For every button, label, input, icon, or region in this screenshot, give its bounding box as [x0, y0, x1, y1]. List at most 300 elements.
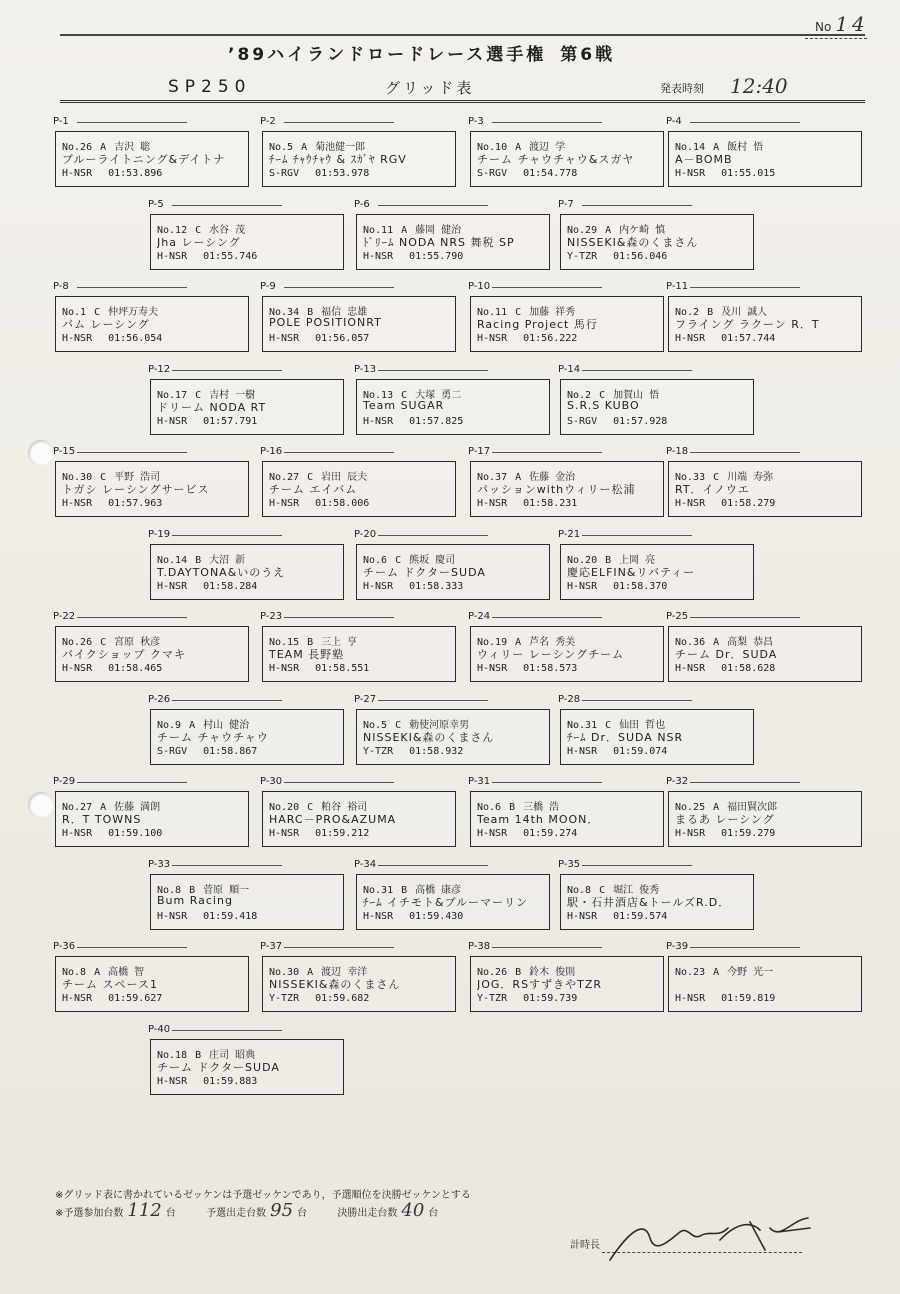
entry-footer: [269, 498, 453, 509]
qualifying-time: 01:58.932: [409, 745, 464, 757]
grid-position: P-13: [354, 363, 377, 375]
entry-footer: [477, 993, 661, 1004]
round-label: 第6戦: [560, 45, 616, 65]
machine: H-NSR: [675, 333, 706, 344]
entry-number: No.37: [477, 472, 508, 483]
machine: S-RGV: [567, 415, 598, 427]
machine: S-RGV: [157, 745, 188, 757]
entry-class: C: [307, 472, 314, 483]
grid-entry-box: [470, 461, 664, 517]
grid-entry-box: [150, 379, 344, 435]
entry-class: A: [713, 637, 720, 648]
entry-number: No.36: [675, 637, 706, 648]
entry-number: No.30: [62, 472, 93, 483]
machine: H-NSR: [62, 993, 93, 1004]
entry-number: No.31: [363, 884, 394, 896]
qualified-count: 95: [270, 1200, 294, 1221]
qualifying-time: 01:59.883: [203, 1075, 258, 1087]
rider-name: 高橋 智: [108, 967, 145, 978]
entry-footer: [62, 663, 246, 674]
team-name: チーム スペース1: [62, 978, 158, 991]
rider-name: 村山 健治: [203, 719, 250, 731]
team-name: 慶応ELFIN&リバティー: [567, 565, 696, 579]
rider-name: 吉村 一樹: [209, 389, 256, 401]
grid-entry-box: [470, 296, 664, 352]
rider-name: 宮原 秋彦: [114, 637, 161, 648]
qualifying-time: 01:59.627: [108, 993, 163, 1004]
qualifying-time: 01:59.274: [523, 828, 578, 839]
rider-name: 鈴木 俊則: [529, 967, 576, 978]
entries-count: 112: [127, 1200, 162, 1221]
team-name: Racing Project 馬行: [477, 318, 598, 331]
class-name: SP250: [168, 77, 252, 97]
grid-position: P-12: [148, 363, 171, 375]
machine: H-NSR: [62, 828, 93, 839]
machine: H-NSR: [363, 250, 394, 262]
grid-entry-box: [55, 956, 249, 1012]
entry-number: No.11: [477, 307, 508, 318]
entry-number: No.14: [675, 142, 706, 153]
grid-position: P-1: [53, 116, 69, 127]
grid-slot: [53, 281, 249, 352]
grid-slot: [468, 776, 664, 847]
grid-slot: [148, 363, 344, 435]
machine: Y-TZR: [269, 993, 300, 1004]
team-name: チーム Dr．SUDA: [675, 648, 778, 661]
entry-number: No.17: [157, 389, 188, 401]
entry-footer: [269, 993, 453, 1004]
grid-entry-box: [356, 709, 550, 765]
grid-slot: [260, 446, 456, 517]
grid-position: P-21: [558, 528, 581, 540]
rider-name: 渡辺 幸洋: [321, 967, 368, 978]
grid-position: P-5: [148, 198, 164, 210]
machine: H-NSR: [157, 1075, 188, 1087]
entry-footer: [567, 911, 751, 922]
entry-class: C: [515, 307, 522, 318]
grid-entry-box: [55, 461, 249, 517]
entry-footer: [62, 168, 246, 179]
qualifying-time: 01:59.682: [315, 993, 370, 1004]
grid-slot: [468, 611, 664, 682]
qualifying-time: 01:53.896: [108, 168, 163, 179]
grid-entry-box: [470, 131, 664, 187]
entry-number: No.31: [567, 719, 598, 731]
entry-footer: [157, 746, 341, 757]
grid-entry-box: [356, 379, 550, 435]
team-name: Jha レーシング: [157, 235, 241, 249]
entry-class: A: [100, 802, 107, 813]
entry-class: C: [195, 389, 202, 401]
entry-number: No.5: [269, 142, 294, 153]
team-name: HARC－PRO&AZUMA: [269, 813, 397, 826]
machine: Y-TZR: [567, 250, 598, 262]
grid-position: P-17: [468, 446, 491, 457]
grid-slot: [558, 858, 754, 930]
qualifying-time: 01:56.054: [108, 333, 163, 344]
rider-name: 芦名 秀美: [529, 637, 576, 648]
rider-name: 三上 亨: [321, 637, 358, 648]
grid-slot: [53, 116, 249, 187]
rider-name: 飯村 悟: [727, 142, 764, 153]
entry-class: C: [599, 884, 606, 896]
entry-number: No.29: [567, 224, 598, 236]
team-name: チーム ドクターSUDA: [157, 1060, 280, 1074]
entry-class: C: [605, 719, 612, 731]
entry-number: No.26: [62, 142, 93, 153]
entry-footer: [477, 498, 661, 509]
entry-number: No.13: [363, 389, 394, 401]
rider-name: 堀江 俊秀: [613, 884, 660, 896]
machine: H-NSR: [363, 415, 394, 427]
team-name: チーム ドクターSUDA: [363, 565, 486, 579]
machine: H-NSR: [675, 168, 706, 179]
entry-class: A: [301, 142, 308, 153]
entry-footer: [675, 663, 859, 674]
entry-number: No.25: [675, 802, 706, 813]
grid-position: P-11: [666, 281, 689, 292]
entry-footer: [269, 333, 453, 344]
rider-name: 川端 寿弥: [727, 472, 774, 483]
grid-slot: [260, 941, 456, 1012]
entry-number: No.2: [567, 389, 592, 401]
entry-footer: [157, 416, 341, 427]
grid-entry-box: [356, 544, 550, 600]
entry-number: No.26: [62, 637, 93, 648]
team-name: ﾄﾞﾘｰﾑ NODA NRS 舞税 SP: [363, 235, 515, 249]
grid-slot: [354, 693, 550, 765]
rider-name: 菅原 順一: [203, 884, 250, 896]
note-counts: ※予選参加台数 112 台 予選出走台数 95 台 決勝出走台数 40 台: [55, 1200, 439, 1221]
team-name: ﾁｰﾑ イチモト&ブルーマーリン: [363, 895, 529, 909]
entry-footer: [363, 911, 547, 922]
rider-name: 水谷 茂: [209, 224, 246, 236]
grid-slot: [53, 446, 249, 517]
machine: H-NSR: [157, 910, 188, 922]
entry-number: No.19: [477, 637, 508, 648]
entry-number: No.27: [269, 472, 300, 483]
machine: H-NSR: [62, 498, 93, 509]
entry-footer: [157, 581, 341, 592]
grid-slot: [666, 281, 862, 352]
grid-position: P-35: [558, 858, 581, 870]
entry-class: A: [713, 967, 720, 978]
machine: S-RGV: [477, 168, 508, 179]
grid-entry-box: [560, 214, 754, 270]
rider-name: 福信 忠雄: [321, 307, 368, 318]
entry-class: A: [100, 142, 107, 153]
qualifying-time: 01:58.573: [523, 663, 578, 674]
entry-footer: [363, 581, 547, 592]
rider-name: 藤岡 健治: [415, 224, 462, 236]
machine: H-NSR: [477, 333, 508, 344]
entry-footer: [62, 333, 246, 344]
machine: H-NSR: [62, 168, 93, 179]
rider-name: 佐藤 金治: [529, 472, 576, 483]
grid-entry-box: [55, 131, 249, 187]
timekeeper-label: 計時長: [570, 1240, 600, 1251]
grid-entry-box: [668, 791, 862, 847]
entry-footer: [477, 663, 661, 674]
grid-entry-box: [150, 874, 344, 930]
grid-slot: [53, 611, 249, 682]
entry-class: A: [307, 967, 314, 978]
entry-class: C: [100, 472, 107, 483]
team-name: RT．イノウエ: [675, 483, 750, 496]
qualifying-time: 01:57.791: [203, 415, 258, 427]
header-rule-double: [60, 100, 865, 103]
grid-position: P-25: [666, 611, 689, 622]
grid-entry-box: [470, 956, 664, 1012]
entry-class: B: [195, 1049, 202, 1061]
qualifying-time: 01:58.465: [108, 663, 163, 674]
entry-number: No.10: [477, 142, 508, 153]
entry-footer: [157, 251, 341, 262]
rider-name: 吉沢 聡: [114, 142, 151, 153]
qualifying-time: 01:59.100: [108, 828, 163, 839]
grid-position: P-27: [354, 693, 377, 705]
qualifying-time: 01:58.370: [613, 580, 668, 592]
punch-hole: [28, 440, 54, 466]
team-name: S.R.S KUBO: [567, 398, 640, 412]
grid-entry-box: [150, 1039, 344, 1095]
qualifying-time: 01:54.778: [523, 168, 578, 179]
entry-class: B: [189, 884, 196, 896]
page-number-underline: [805, 38, 867, 39]
machine: H-NSR: [363, 910, 394, 922]
grid-position: P-37: [260, 941, 283, 952]
rider-name: 加賀山 悟: [613, 389, 660, 401]
grid-position: P-29: [53, 776, 76, 787]
team-name: NISSEKI&森のくまさん: [567, 235, 699, 249]
machine: H-NSR: [477, 828, 508, 839]
rider-name: 大沼 新: [209, 554, 246, 566]
team-name: まるあ レーシング: [675, 813, 775, 826]
rider-name: 勅使河原幸男: [409, 719, 470, 731]
machine: H-NSR: [675, 663, 706, 674]
entry-class: A: [189, 719, 196, 731]
entry-class: B: [707, 307, 714, 318]
entry-number: No.12: [157, 224, 188, 236]
rider-name: 岩田 辰夫: [321, 472, 368, 483]
grid-position: P-36: [53, 941, 76, 952]
grid-slot: [354, 198, 550, 270]
event-title: ’89ハイランドロードレース選手権 第6戦: [228, 45, 616, 65]
grid-slot: [558, 528, 754, 600]
grid-entry-box: [262, 626, 456, 682]
qualifying-time: 01:58.628: [721, 663, 776, 674]
rider-name: 粕谷 裕司: [321, 802, 368, 813]
grid-slot: [666, 941, 862, 1012]
grid-position: P-24: [468, 611, 491, 622]
qualifying-time: 01:57.963: [108, 498, 163, 509]
team-name: ブルーライトニング&デイトナ: [62, 153, 226, 166]
grid-entry-box: [262, 956, 456, 1012]
grid-slot: [468, 941, 664, 1012]
team-name: ドリーム NODA RT: [157, 400, 267, 414]
grid-slot: [468, 281, 664, 352]
grid-slot: [260, 611, 456, 682]
grid-entry-box: [560, 379, 754, 435]
entry-class: C: [100, 637, 107, 648]
entry-number: No.20: [567, 554, 598, 566]
machine: H-NSR: [269, 663, 300, 674]
entry-class: C: [307, 802, 314, 813]
team-name: TEAM 長野塾: [269, 648, 345, 661]
rider-name: 平野 浩司: [114, 472, 161, 483]
machine: H-NSR: [269, 333, 300, 344]
grid-entry-box: [668, 461, 862, 517]
rider-name: 佐藤 満朗: [114, 802, 161, 813]
team-name: JOG．RSすずきやTZR: [477, 978, 603, 991]
grid-position: P-6: [354, 198, 370, 210]
grid-entry-box: [470, 791, 664, 847]
grid-entry-box: [150, 709, 344, 765]
entry-footer: [62, 498, 246, 509]
entry-class: B: [195, 554, 202, 566]
grid-entry-box: [470, 626, 664, 682]
qualifying-time: 01:59.279: [721, 828, 776, 839]
entry-footer: [62, 828, 246, 839]
machine: H-NSR: [567, 745, 598, 757]
grid-slot: [260, 116, 456, 187]
entry-number: No.8: [567, 884, 592, 896]
grid-slot: [666, 611, 862, 682]
entry-footer: [363, 746, 547, 757]
signature-line: [602, 1252, 802, 1253]
qualifying-time: 01:57.928: [613, 415, 668, 427]
entry-footer: [62, 993, 246, 1004]
grid-position: P-28: [558, 693, 581, 705]
grid-slot: [558, 363, 754, 435]
machine: Y-TZR: [363, 745, 394, 757]
entry-number: No.9: [157, 719, 182, 731]
qualifying-time: 01:58.006: [315, 498, 370, 509]
entry-footer: [477, 168, 661, 179]
rider-name: 大塚 勇二: [415, 389, 462, 401]
grid-slot: [53, 941, 249, 1012]
announce-label: 発表時刻: [660, 82, 704, 95]
team-name: Team SUGAR: [363, 398, 445, 412]
rider-name: 及川 誠人: [721, 307, 768, 318]
entry-number: No.6: [363, 554, 388, 566]
machine: H-NSR: [675, 828, 706, 839]
team-name: R．T TOWNS: [62, 813, 142, 826]
entry-number: No.2: [675, 307, 700, 318]
grid-entry-box: [668, 956, 862, 1012]
grid-position: P-10: [468, 281, 491, 292]
grid-position: P-39: [666, 941, 689, 952]
rider-name: 菊池健一郎: [315, 142, 366, 153]
qualifying-time: 01:56.057: [315, 333, 370, 344]
machine: H-NSR: [62, 333, 93, 344]
entry-number: No.18: [157, 1049, 188, 1061]
grid-position: P-16: [260, 446, 283, 457]
qualifying-time: 01:56.046: [613, 250, 668, 262]
grid-position: P-33: [148, 858, 171, 870]
entry-class: A: [515, 472, 522, 483]
entry-class: C: [195, 224, 202, 236]
team-name: Bum Racing: [157, 893, 233, 907]
grid-slot: [354, 528, 550, 600]
machine: H-NSR: [62, 663, 93, 674]
rider-name: 加藤 祥秀: [529, 307, 576, 318]
grid-slot: [148, 693, 344, 765]
machine: H-NSR: [675, 498, 706, 509]
grid-slot: [260, 776, 456, 847]
entry-class: A: [605, 224, 612, 236]
entry-number: No.8: [157, 884, 182, 896]
team-name: 駅・石井酒店&トールズR.D．: [567, 895, 731, 909]
entry-class: B: [307, 307, 314, 318]
grid-entry-box: [55, 791, 249, 847]
entry-footer: [477, 333, 661, 344]
machine: S-RGV: [269, 168, 300, 179]
qualifying-time: 01:58.551: [315, 663, 370, 674]
team-name: パッションwithウィリー松浦: [477, 483, 636, 496]
entry-number: No.30: [269, 967, 300, 978]
grid-entry-box: [356, 214, 550, 270]
entry-number: No.14: [157, 554, 188, 566]
grid-entry-box: [560, 709, 754, 765]
qualifying-time: 01:58.333: [409, 580, 464, 592]
entry-footer: [363, 416, 547, 427]
team-name: チーム エイバム: [269, 483, 358, 496]
entry-number: No.23: [675, 967, 706, 978]
entry-footer: [567, 746, 751, 757]
grid-slot: [666, 446, 862, 517]
grid-position: P-38: [468, 941, 491, 952]
team-name: チーム チャウチャウ: [157, 730, 269, 744]
page-number: No 14: [815, 12, 869, 36]
grid-position: P-31: [468, 776, 491, 787]
entry-number: No.6: [477, 802, 502, 813]
grid-position: P-22: [53, 611, 76, 622]
grid-title: グリッド表: [385, 79, 475, 97]
grid-entry-box: [150, 214, 344, 270]
grid-position: P-34: [354, 858, 377, 870]
grid-slot: [468, 116, 664, 187]
qualifying-time: 01:59.418: [203, 910, 258, 922]
grid-position: P-9: [260, 281, 276, 292]
grid-slot: [260, 281, 456, 352]
entry-class: C: [395, 719, 402, 731]
qualifying-time: 01:59.574: [613, 910, 668, 922]
grid-entry-box: [55, 626, 249, 682]
grid-position: P-23: [260, 611, 283, 622]
entry-header: [675, 963, 859, 978]
qualifying-time: 01:55.790: [409, 250, 464, 262]
team-name: ﾁｰﾑ Dr．SUDA NSR: [567, 730, 684, 744]
entry-number: No.8: [62, 967, 87, 978]
grid-entry-box: [356, 874, 550, 930]
punch-hole: [28, 792, 54, 818]
timekeeper-signature: [600, 1210, 820, 1270]
qualifying-time: 01:59.819: [721, 993, 776, 1004]
entry-footer: [477, 828, 661, 839]
qualifying-time: 01:57.825: [409, 415, 464, 427]
grid-entry-box: [560, 874, 754, 930]
grid-position: P-40: [148, 1023, 171, 1035]
grid-slot: [354, 363, 550, 435]
team-name: フライング ラクーン R．T: [675, 318, 820, 331]
grid-slot: [558, 693, 754, 765]
grid-position: P-26: [148, 693, 171, 705]
note-zekken: ※グリッド表に書かれているゼッケンは予選ゼッケンであり，予選順位を決勝ゼッケンとする: [55, 1190, 471, 1201]
rider-name: 福田賢次郎: [727, 802, 778, 813]
entry-number: No.27: [62, 802, 93, 813]
team-name: POLE POSITIONRT: [269, 316, 382, 329]
